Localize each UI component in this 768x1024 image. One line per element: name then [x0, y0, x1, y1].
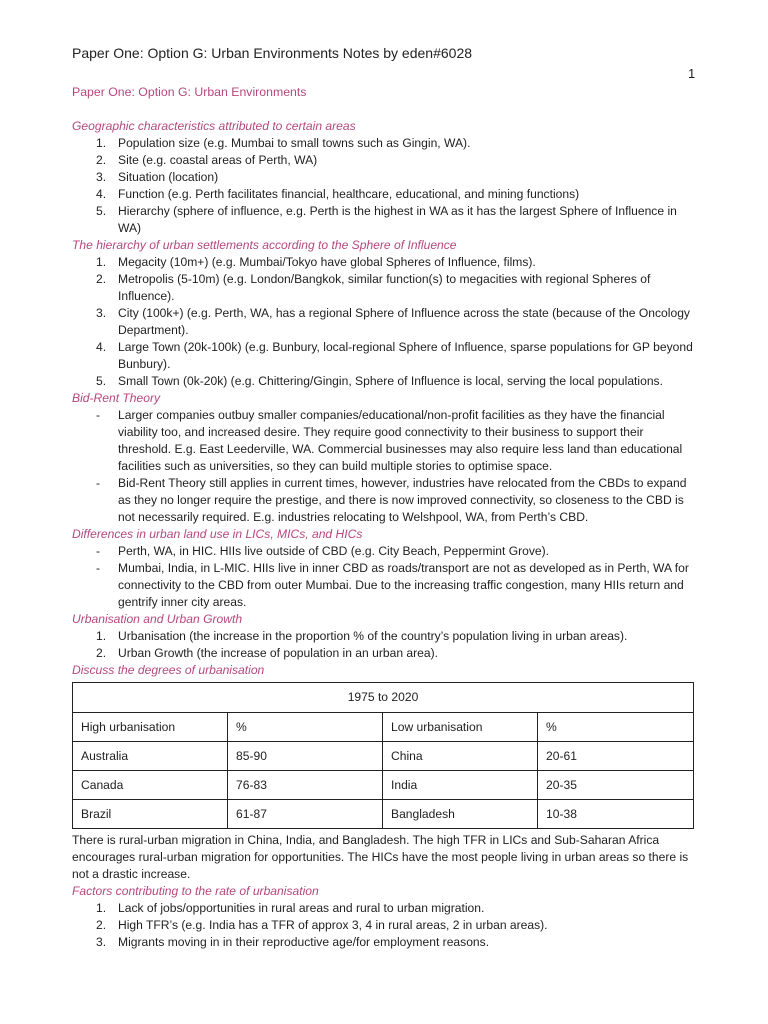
list-item: [72, 934, 694, 951]
list-marker: 3.: [96, 306, 107, 320]
urbanisation-table: [72, 682, 694, 829]
table-cell: India: [383, 771, 538, 800]
list-marker: 2.: [96, 272, 107, 286]
list-item: [72, 407, 694, 475]
list-item-text: Metropolis (5-10m) (e.g. London/Bangkok, similar function(s) to megacities with regional Spheres of Influence).: [118, 272, 651, 303]
list-marker: 4.: [96, 187, 107, 201]
list-marker: 3.: [96, 170, 107, 184]
table-caption: 1975 to 2020: [73, 683, 694, 713]
section-heading-factors: Factors contributing to the rate of urbanisation: [72, 884, 319, 898]
list-marker: -: [96, 561, 101, 575]
list-item: [72, 475, 694, 526]
list-item-text: Function (e.g. Perth facilitates financial, healthcare, educational, and mining functions): [118, 187, 580, 201]
list-item-text: Migrants moving in in their reproductive age/for employment reasons.: [118, 935, 490, 949]
table-header-cell: %: [538, 713, 694, 742]
list-item-text: Site (e.g. coastal areas of Perth, WA): [118, 153, 318, 167]
list-item-text: Small Town (0k-20k) (e.g. Chittering/Gingin, Sphere of Influence is local, serving the local populations.: [118, 374, 663, 388]
list-item-text: Mumbai, India, in L-MIC. HIIs live in inner CBD as roads/transport are not as developed as in Perth, WA for connectivity to the CBD from outer Mumbai. Due to the increasing traffic congestion, many HIIs return and gentrify inner city areas.: [118, 561, 689, 609]
section-heading-urbanisation: Urbanisation and Urban Growth: [72, 612, 243, 626]
table-cell: Bangladesh: [383, 800, 538, 829]
list-item: [72, 373, 694, 390]
land-use-list: [72, 543, 694, 611]
list-item-text: Perth, WA, in HIC. HIIs live outside of CBD (e.g. City Beach, Peppermint Grove).: [118, 544, 550, 558]
table-header-cell: %: [228, 713, 383, 742]
table-row: [73, 800, 694, 829]
document-title: Paper One: Option G: Urban Environments: [72, 85, 307, 99]
list-marker: 2.: [96, 153, 107, 167]
list-item: [72, 560, 694, 611]
section-heading-hierarchy: The hierarchy of urban settlements according to the Sphere of Influence: [72, 238, 457, 252]
list-marker: 1.: [96, 136, 107, 150]
list-item-text: Bid-Rent Theory still applies in current times, however, industries have relocated from the CBDs to expand as they no longer require the prestige, and there is now improved connectivity, so closeness to the CBD is not necessarily required. E.g. industries relocating to Welshpool, WA, from Perth’s CBD.: [118, 476, 687, 524]
list-marker: 5.: [96, 204, 107, 218]
list-marker: 5.: [96, 374, 107, 388]
section-heading-bid-rent: Bid-Rent Theory: [72, 391, 161, 405]
list-item-text: Population size (e.g. Mumbai to small towns such as Gingin, WA).: [118, 136, 471, 150]
list-marker: 3.: [96, 935, 107, 949]
migration-paragraph: There is rural-urban migration in China, India, and Bangladesh. The high TFR in LICs and Sub-Saharan Africa encourages rural-urban migration for opportunities. The HICs have the most people living in urban areas so there is not a drastic increase.: [72, 833, 689, 881]
list-item: [72, 917, 694, 934]
list-item: [72, 900, 694, 917]
table-header-cell: High urbanisation: [73, 713, 228, 742]
list-marker: -: [96, 476, 101, 490]
list-item: [72, 339, 694, 373]
table-cell: Brazil: [73, 800, 228, 829]
list-item: [72, 169, 694, 186]
list-item-text: Hierarchy (sphere of influence, e.g. Perth is the highest in WA as it has the largest Sphere of Influence in WA): [118, 204, 677, 235]
bid-rent-list: [72, 407, 694, 526]
list-item-text: Large Town (20k-100k) (e.g. Bunbury, local-regional Sphere of Influence, sparse populations for GP beyond Bunbury).: [118, 340, 693, 371]
table-cell: 61-87: [228, 800, 383, 829]
geographic-list: [72, 135, 694, 237]
list-item: [72, 645, 694, 662]
list-marker: 1.: [96, 255, 107, 269]
section-heading-land-use: Differences in urban land use in LICs, MICs, and HICs: [72, 527, 363, 541]
list-marker: 1.: [96, 901, 107, 915]
list-marker: -: [96, 408, 101, 422]
page-header-title: Paper One: Option G: Urban Environments Notes by eden#6028: [72, 45, 473, 61]
table-cell: 76-83: [228, 771, 383, 800]
list-item-text: Situation (location): [118, 170, 219, 184]
list-item: [72, 203, 694, 237]
list-marker: -: [96, 544, 101, 558]
list-item: [72, 543, 694, 560]
table-caption-row: [73, 683, 694, 713]
document-body: [72, 84, 694, 951]
table-cell: China: [383, 742, 538, 771]
list-item-text: High TFR’s (e.g. India has a TFR of approx 3, 4 in rural areas, 2 in urban areas).: [118, 918, 548, 932]
list-item-text: Megacity (10m+) (e.g. Mumbai/Tokyo have global Spheres of Influence, films).: [118, 255, 536, 269]
list-item: [72, 254, 694, 271]
table-row: [73, 771, 694, 800]
table-cell: 10-38: [538, 800, 694, 829]
list-item-text: Lack of jobs/opportunities in rural areas and rural to urban migration.: [118, 901, 485, 915]
list-item-text: Urbanisation (the increase in the proportion % of the country’s population living in urban areas).: [118, 629, 628, 643]
section-heading-geographic: Geographic characteristics attributed to certain areas: [72, 119, 356, 133]
list-item: [72, 186, 694, 203]
table-header-row: [73, 713, 694, 742]
list-item: [72, 152, 694, 169]
table-cell: 85-90: [228, 742, 383, 771]
table-header-cell: Low urbanisation: [383, 713, 538, 742]
list-item-text: City (100k+) (e.g. Perth, WA, has a regional Sphere of Influence across the state (because of the Oncology Department).: [118, 306, 690, 337]
urbanisation-list: [72, 628, 694, 662]
table-cell: 20-61: [538, 742, 694, 771]
list-marker: 1.: [96, 629, 107, 643]
list-marker: 2.: [96, 646, 107, 660]
table-cell: 20-35: [538, 771, 694, 800]
list-item-text: Larger companies outbuy smaller companies/educational/non-profit facilities as they have the financial viability too, and increased desire. They require good connectivity to their business to support their threshold. E.g. East Leederville, WA. Commercial businesses may also require less land than educational facilities such as universities, so they can build multiple stories to optimise space.: [118, 408, 683, 473]
hierarchy-list: [72, 254, 694, 390]
list-item: [72, 628, 694, 645]
list-marker: 2.: [96, 918, 107, 932]
list-marker: 4.: [96, 340, 107, 354]
list-item: [72, 271, 694, 305]
table-cell: Canada: [73, 771, 228, 800]
page-number: 1: [688, 66, 696, 81]
list-item: [72, 135, 694, 152]
section-heading-degrees: Discuss the degrees of urbanisation: [72, 663, 265, 677]
list-item: [72, 305, 694, 339]
table-cell: Australia: [73, 742, 228, 771]
list-item-text: Urban Growth (the increase of population in an urban area).: [118, 646, 439, 660]
table-row: [73, 742, 694, 771]
factors-list: [72, 900, 694, 951]
